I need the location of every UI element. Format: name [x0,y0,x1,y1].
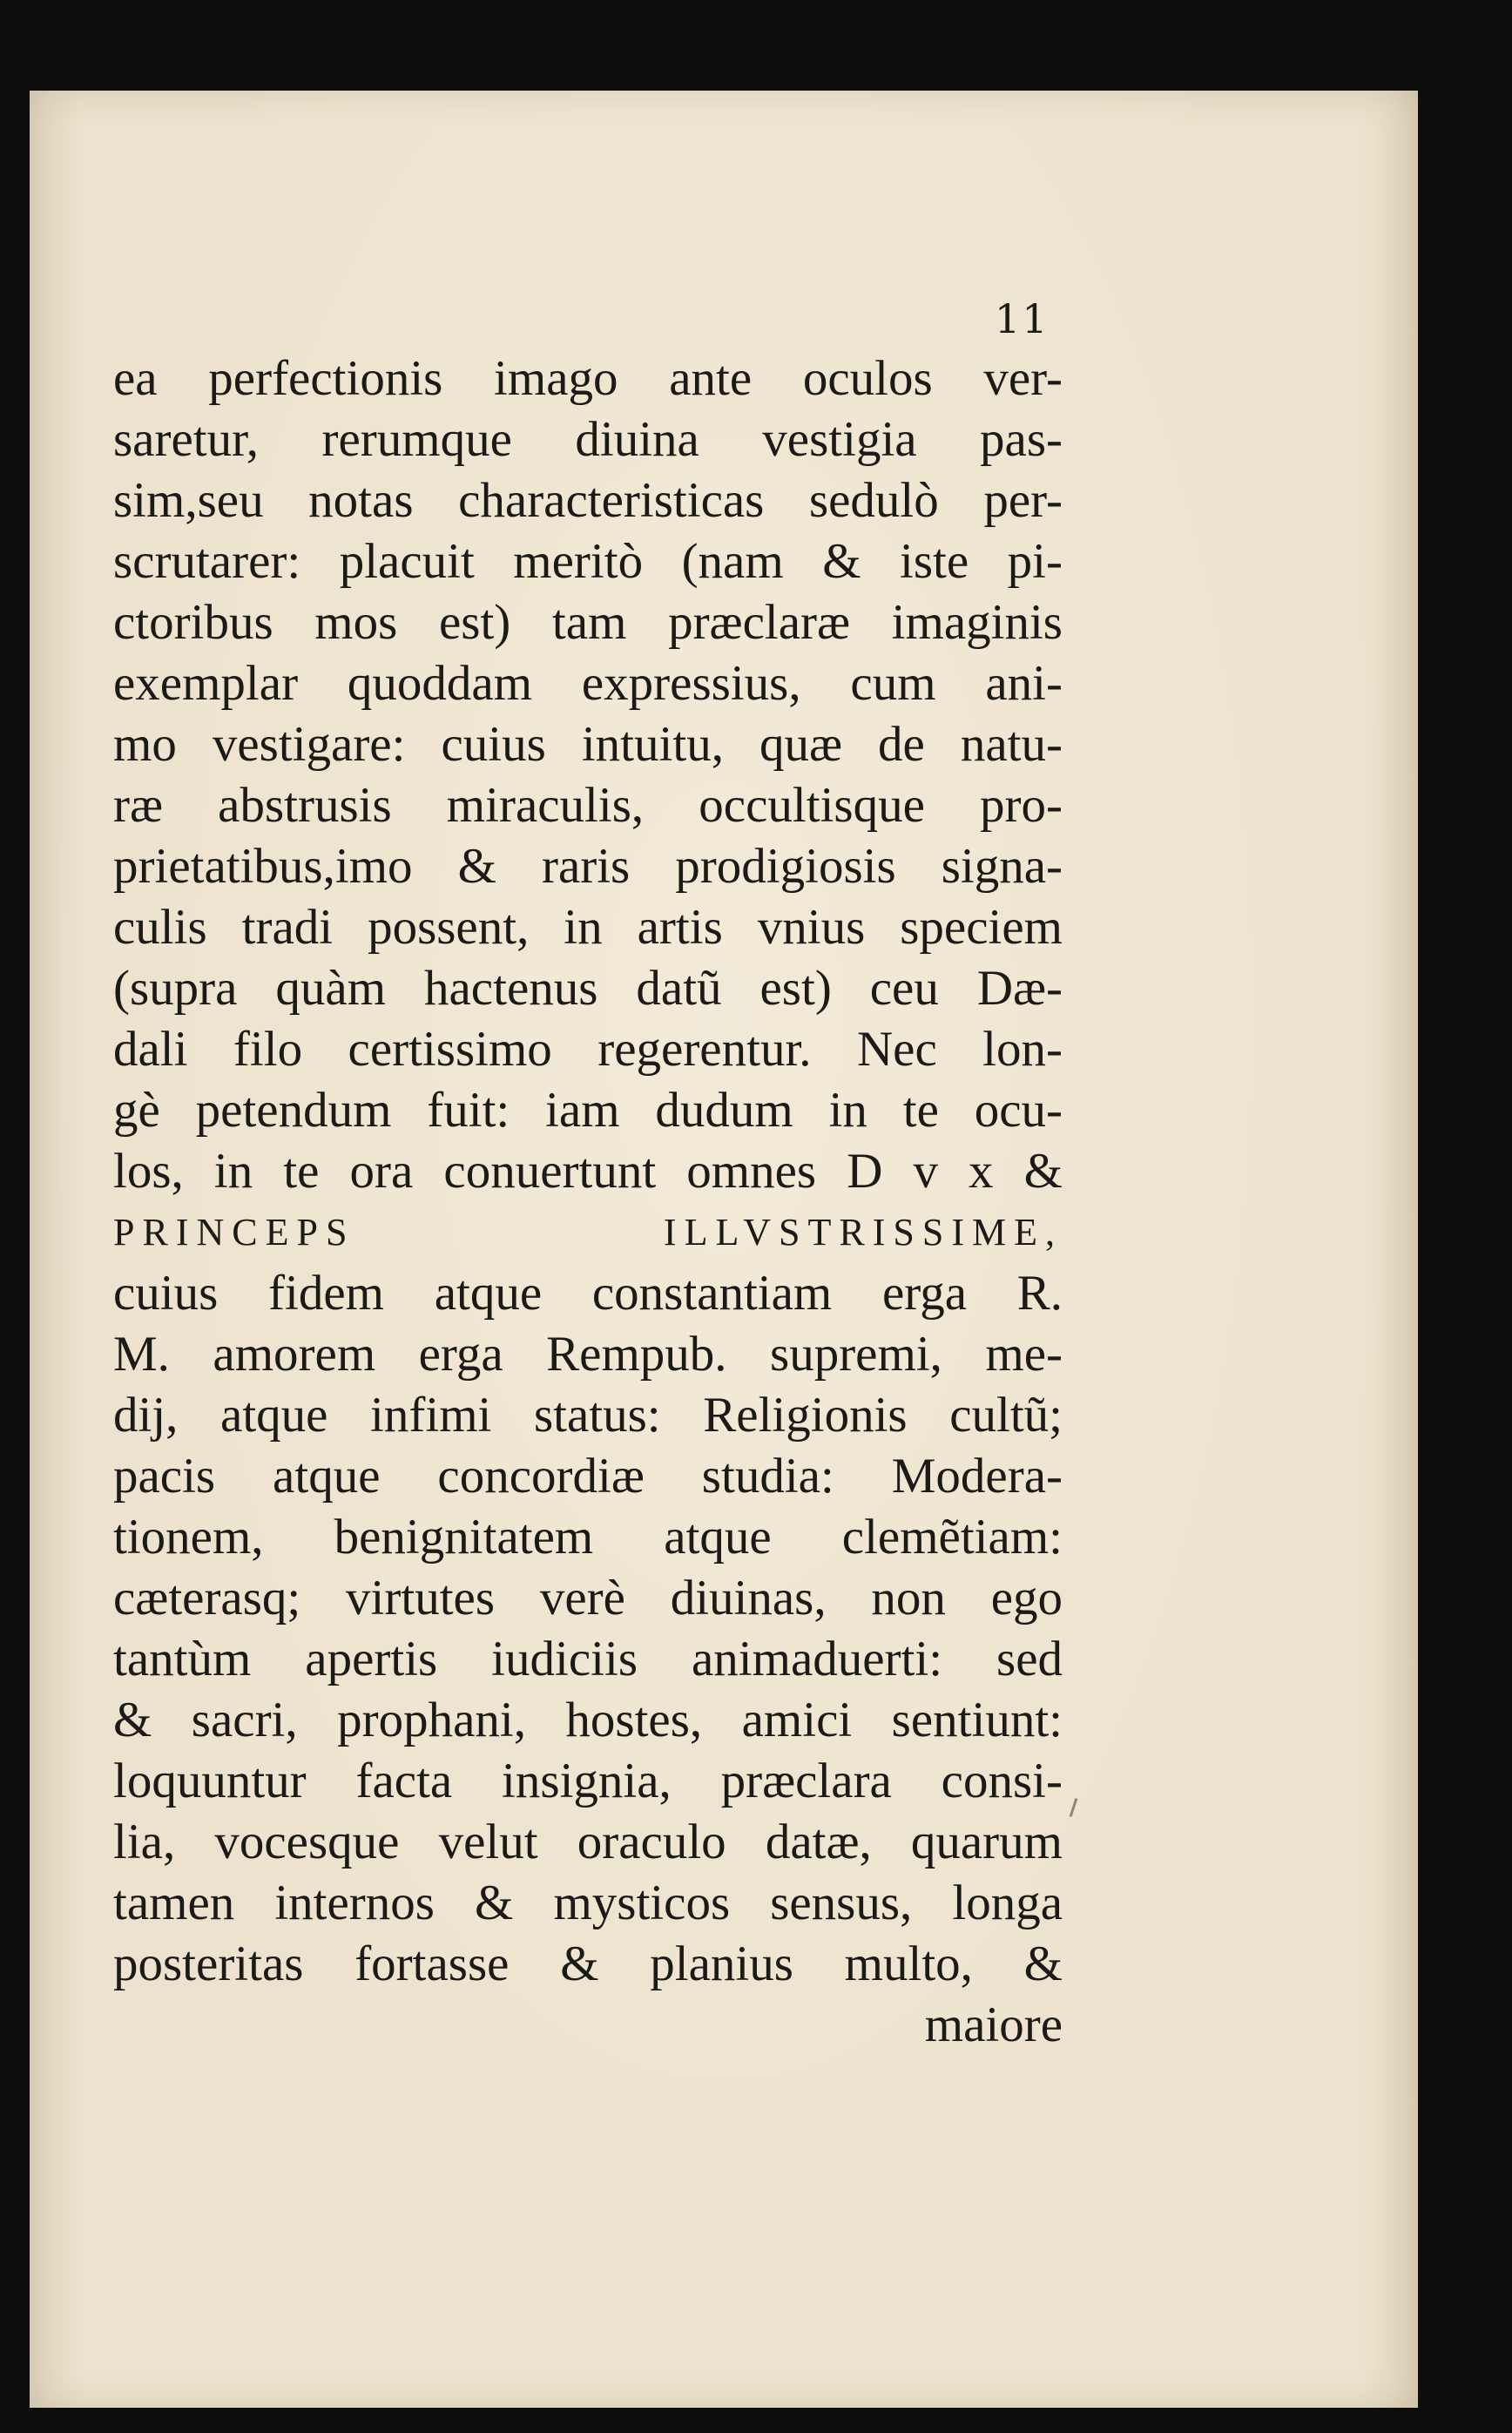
text-line: scrutarer: placuit meritò (nam & iste pi- [113,534,1063,589]
text-line: gè petendum fuit: iam dudum in te ocu- [113,1083,1063,1138]
text-line: saretur, rerumque diuina vestigia pas- [113,412,1063,467]
text-line: & sacri, prophani, hostes, amici sentiunt: [113,1693,1063,1747]
ink-speck [1070,1798,1078,1817]
text-line: (supra quàm hactenus datũ est) ceu Dæ- [113,961,1063,1016]
text-line: ræ abstrusis miraculis, occultisque pro- [113,778,1063,833]
text-line: lia, vocesque velut oraculo datæ, quarum [113,1815,1063,1869]
catchword: maiore [924,1997,1063,2052]
text-line-small-caps: PRINCEPS ILLVSTRISSIME, [113,1211,1063,1254]
page-number: 11 [995,295,1050,342]
text-line: dij, atque infimi status: Religionis cultũ; [113,1388,1063,1443]
text-line: culis tradi possent, in artis vnius speciem [113,900,1063,955]
text-line: loquuntur facta insignia, præclara consi- [113,1754,1063,1808]
text-line: tantùm apertis iudiciis animaduerti: sed [113,1632,1063,1686]
text-line: prietatibus,imo & raris prodigiosis signa- [113,839,1063,894]
text-line: tamen internos & mysticos sensus, longa [113,1875,1063,1930]
text-line: los, in te ora conuertunt omnes D v x & [113,1144,1063,1199]
text-line: M. amorem erga Rempub. supremi, me- [113,1327,1063,1382]
text-line: sim,seu notas characteristicas sedulò per- [113,473,1063,528]
text-line: cæterasq; virtutes verè diuinas, non ego [113,1571,1063,1625]
text-line: posteritas fortasse & planius multo, & [113,1936,1063,1991]
text-line: mo vestigare: cuius intuitu, quæ de natu- [113,717,1063,772]
text-line: tionem, benignitatem atque clemẽtiam: [113,1510,1063,1565]
text-line: dali filo certissimo regerentur. Nec lon- [113,1022,1063,1077]
body-text [113,348,1063,2056]
book-page [30,91,1418,2408]
text-line: ea perfectionis imago ante oculos ver- [113,351,1063,406]
text-line: pacis atque concordiæ studia: Modera- [113,1449,1063,1504]
text-line: ctoribus mos est) tam præclaræ imaginis [113,595,1063,650]
text-line: cuius fidem atque constantiam erga R. [113,1266,1063,1321]
text-line: exemplar quoddam expressius, cum ani- [113,656,1063,711]
